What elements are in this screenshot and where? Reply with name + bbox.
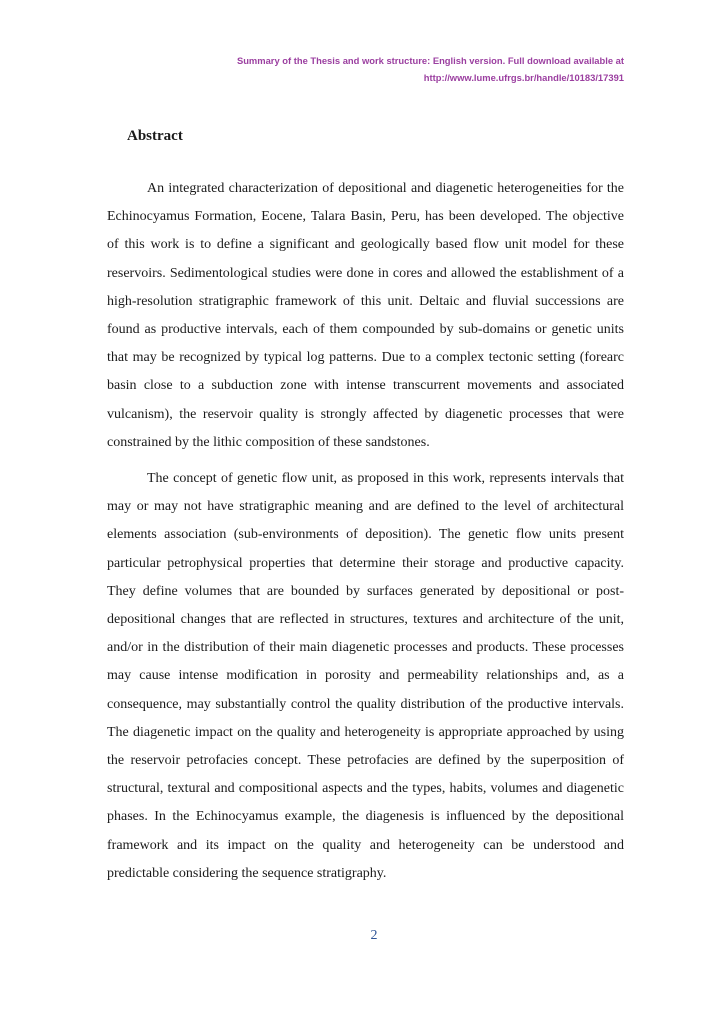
page-header xyxy=(204,52,624,86)
page-number: 2 xyxy=(370,928,378,943)
header-line-url[interactable]: http://www.lume.ufrgs.br/handle/10183/17391 xyxy=(423,72,624,83)
section-title: Abstract xyxy=(127,128,183,144)
abstract-body xyxy=(107,175,624,896)
header-line-summary: Summary of the Thesis and work structure: English version. Full download available at xyxy=(236,55,624,66)
paragraph-1: An integrated characterization of depositional and diagenetic heterogeneities for the Echinocyamus Formation, Eocene, Talara Basin, Peru, has been developed. The objective of this work is to define a significant and geologically based flow unit model for these reservoirs. Sedimentological studies were done in cores and allowed the establishment of a high-resolution stratigraphic framework of this unit. Deltaic and fluvial successions are found as productive intervals, each of them compounded by sub-domains or genetic units that may be recognized by typical log patterns. Due to a complex tectonic setting (forearc basin close to a subduction zone with intense transcurrent movements and associated vulcanism), the reservoir quality is strongly affected by diagenetic processes that were constrained by the lithic composition of these sandstones. xyxy=(107,181,624,450)
paragraph-2: The concept of genetic flow unit, as proposed in this work, represents intervals that may or may not have stratigraphic meaning and are defined to the level of architectural elements association (sub-environments of deposition). The genetic flow units present particular petrophysical properties that determine their storage and productive capacity. They define volumes that are bounded by surfaces generated by depositional or post-depositional changes that are reflected in structures, textures and architecture of the unit, and/or in the distribution of their main diagenetic processes and products. These processes may cause intense modification in porosity and permeability relationships and, as a consequence, may substantially control the quality distribution of the productive intervals. The diagenetic impact on the quality and heterogeneity is appropriate approached by using the reservoir petrofacies concept. These petrofacies are defined by the superposition of structural, textural and compositional aspects and the types, habits, volumes and diagenetic phases. In the Echinocyamus example, the diagenesis is influenced by the depositional framework and its impact on the quality and heterogeneity can be understood and predictable considering the sequence stratigraphy. xyxy=(107,471,624,881)
